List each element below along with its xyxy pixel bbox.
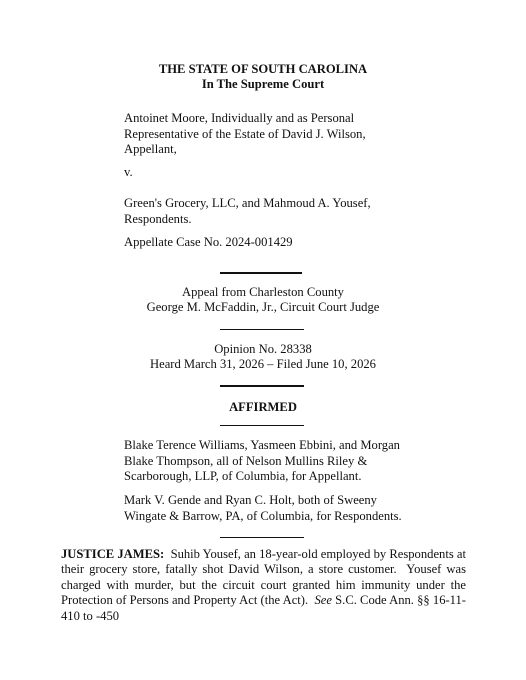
respondent-counsel: [124, 493, 414, 524]
opinion-body: [61, 547, 466, 624]
divider-rule: [220, 425, 304, 426]
divider-rule: [220, 537, 304, 538]
appellant-counsel: [124, 438, 414, 485]
citation-signal: See: [314, 593, 332, 608]
divider-rule: [220, 385, 304, 387]
court-heading: In The Supreme Court: [201, 77, 325, 91]
appellant-counsel-line: Blake Terence Williams, Yasmeen Ebbini, and Morgan: [124, 438, 400, 452]
respondent-caption: [124, 196, 424, 227]
statute-citation: S.C. Code Ann. §§ 16-11-410 to -450: [61, 593, 467, 623]
respondent-caption-line: Respondents.: [124, 211, 192, 226]
disposition: AFFIRMED: [229, 400, 297, 414]
trial-judge: George M. McFaddin, Jr., Circuit Court Judge: [146, 300, 380, 314]
respondent-counsel-line: Wingate & Barrow, PA, of Columbia, for Respondents.: [124, 508, 402, 523]
divider-rule: [220, 272, 302, 274]
case-number: Appellate Case No. 2024-001429: [124, 235, 293, 249]
respondent-counsel-line: Mark V. Gende and Ryan C. Holt, both of Sweeny: [124, 493, 377, 507]
opinion-number: Opinion No. 28338: [214, 342, 312, 356]
appellant-counsel-line: Scarborough, LLP, of Columbia, for Appellant.: [124, 469, 362, 483]
opinion-sentence: Yousef was charged with murder, but the circuit court granted him immunity under the Protection of Persons and Property Act (the Act).: [61, 562, 466, 608]
versus: v.: [124, 165, 133, 179]
appellant-caption: [124, 111, 424, 158]
appellant-caption-line: Antoinet Moore, Individually and as Personal: [124, 111, 355, 125]
appellant-caption-line: Appellant,: [124, 142, 177, 156]
opinion-dates: Heard March 31, 2026 – Filed June 10, 2026: [150, 357, 376, 371]
state-heading: THE STATE OF SOUTH CAROLINA: [158, 62, 368, 76]
appellant-caption-line: Representative of the Estate of David J. Wilson,: [124, 126, 366, 141]
appeal-county: Appeal from Charleston County: [182, 285, 344, 299]
respondent-caption-line: Green's Grocery, LLC, and Mahmoud A. Yousef,: [124, 196, 371, 210]
appellant-counsel-line: Blake Thompson, all of Nelson Mullins Riley &: [124, 453, 368, 468]
author-label: JUSTICE JAMES:: [61, 547, 165, 561]
opinion-sentence: Suhib Yousef, an 18-year-old employed by Respondents at their grocery store, fatally shot David Wilson, a store customer.: [61, 547, 466, 577]
divider-rule: [220, 329, 304, 330]
